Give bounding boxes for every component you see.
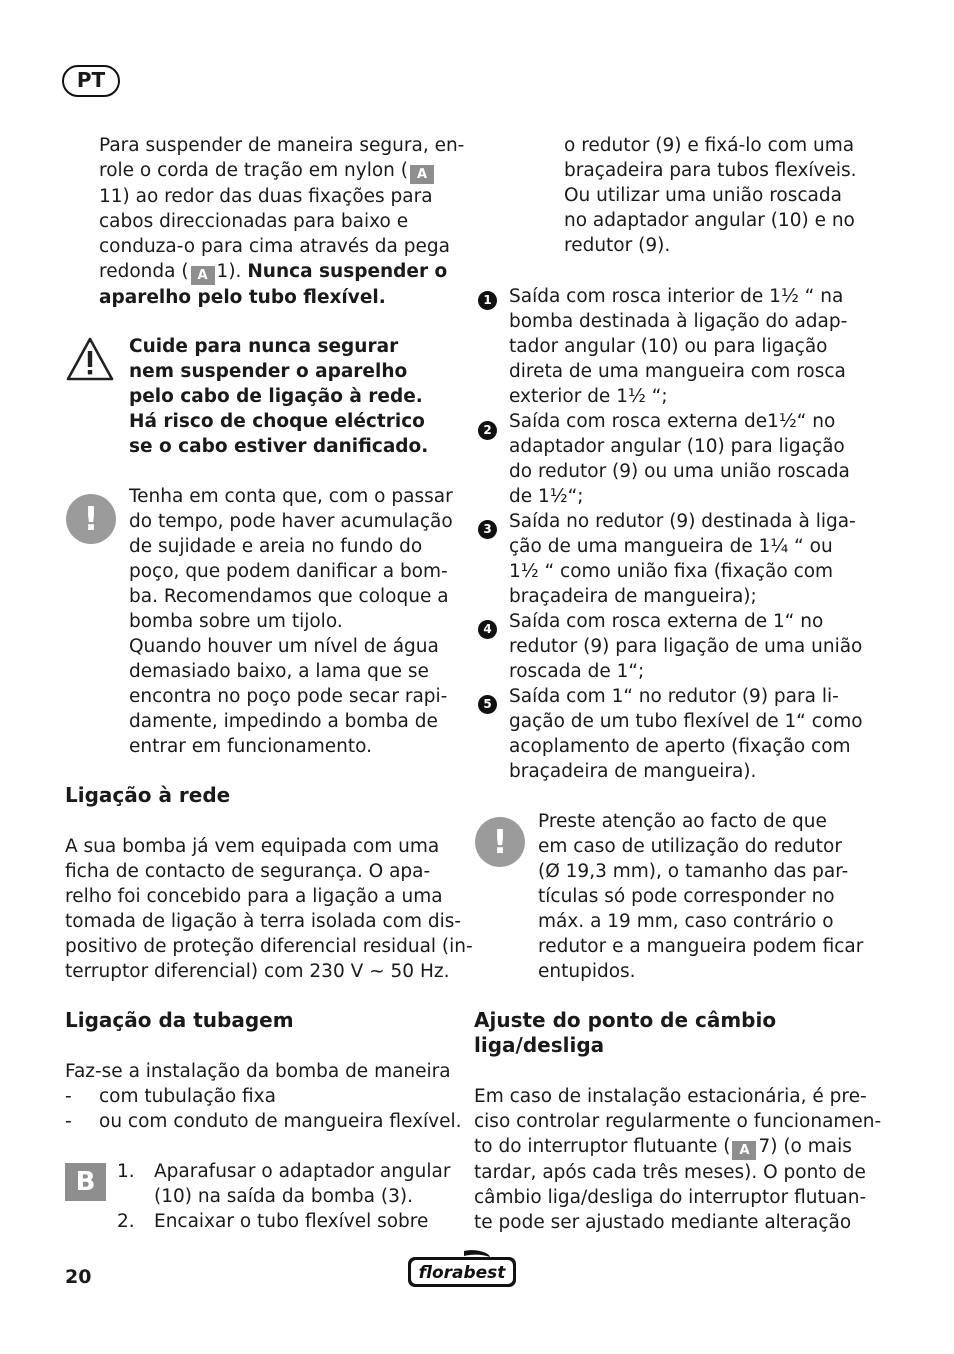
figure-b-icon: B: [65, 1163, 106, 1201]
suspension-paragraph: Para suspender de maneira segura, en- role o corda de tração em nylon ( A 11) ao redor das duas fixações para cabos direccionadas para baixo e conduza-o para cima através da pega redonda ( A 1). Nunca suspender o aparelho pelo tubo flexível.: [99, 135, 465, 308]
heading-mains-connection: Ligação à rede: [65, 783, 231, 807]
item-number-1-icon: 1: [478, 288, 497, 310]
switch-point-paragraph: Em caso de instalação estacionária, é pre- ciso controlar regularmente o funcionamen- to do interruptor flutuante ( A 7) (o mais tardar, após cada três meses). O ponto de câmbio liga/desliga do interruptor flutuan- te pode ser ajustado mediante alteração: [474, 1086, 882, 1233]
heading-pipe-connection: Ligação da tubagem: [65, 1008, 294, 1032]
outlet-item-5: Saída com 1“ no redutor (9) para li- gação de um tubo flexível de 1“ como acoplamento de aperto (fixação com braçadeira de mangueira).: [509, 686, 863, 782]
item-number-2-icon: 2: [478, 418, 497, 440]
reducer-continuation: o redutor (9) e fixá-lo com uma braçadeira para tubos flexíveis. Ou utilizar uma união roscada no adaptador angular (10) e no redutor (9).: [564, 135, 857, 256]
florabest-logo: [406, 1249, 518, 1289]
sediment-note: Tenha em conta que, com o passar do tempo, pode haver acumulação de sujidade e areia no fundo do poço, que podem danificar a bom- ba. Recomendamos que coloque a bomba sobre um tijolo. Quando houver um nível de água demasiado baixo, a lama que se encontra no poço pode secar rapi- damente, impedindo a bomba de entrar em funcionamento.: [129, 486, 453, 757]
figure-a-ref-icon: A: [191, 266, 215, 285]
step-text: Encaixar o tubo flexível sobre: [154, 1211, 429, 1232]
figure-a-ref-icon: A: [410, 165, 434, 184]
outlet-item-3: Saída no redutor (9) destinada à liga- ção de uma mangueira de 1¼ “ ou 1½ “ como união fixa (fixação com braçadeira de mangueira);: [509, 511, 856, 607]
attention-icon: !: [66, 494, 116, 544]
language-badge: PT: [62, 65, 120, 97]
mains-connection-paragraph: A sua bomba já vem equipada com uma ficha de contacto de segurança. O apa- relho foi concebido para a ligação a uma tomada de ligação à terra isolada com dis- positivo de proteção diferencial residual (in- terruptor diferencial) com 230 V ~ 50 Hz.: [65, 836, 473, 982]
list-item: - com tubulação fixa: [65, 1086, 276, 1107]
figure-a-ref-icon: A: [732, 1141, 756, 1160]
page-number: 20: [65, 1266, 92, 1288]
particle-size-note: Preste atenção ao facto de que em caso de utilização do redutor (Ø 19,3 mm), o tamanho das par- tículas só pode corresponder no máx. a 19 mm, caso contrário o redutor e a mangueira podem ficar entupidos.: [538, 811, 864, 982]
heading-switch-point: Ajuste do ponto de câmbio liga/desliga: [474, 1008, 777, 1057]
outlet-item-1: Saída com rosca interior de 1½ “ na bomba destinada à ligação do adap- tador angular (10) ou para ligação direta de uma mangueira com rosca exterior de 1½ “;: [509, 286, 848, 407]
pipe-intro: Faz-se a instalação da bomba de maneira: [65, 1061, 451, 1082]
warning-triangle-icon: [66, 336, 114, 382]
item-number-4-icon: 4: [478, 617, 497, 639]
outlet-item-2: Saída com rosca externa de1½“ no adaptador angular (10) para ligação do redutor (9) ou uma união roscada de 1½“;: [509, 411, 850, 507]
attention-icon: !: [475, 817, 525, 867]
item-number-5-icon: 5: [478, 692, 497, 714]
electric-shock-warning: Cuide para nunca segurar nem suspender o aparelho pelo cabo de ligação à rede. Há risco de choque eléctrico se o cabo estiver danificado.: [129, 336, 429, 457]
step-number: 1.: [117, 1161, 135, 1182]
list-item: - ou com conduto de mangueira flexível.: [65, 1111, 462, 1132]
svg-text:florabest: florabest: [418, 1263, 506, 1283]
step-text: Aparafusar o adaptador angular (10) na saída da bomba (3).: [154, 1161, 451, 1207]
item-number-3-icon: 3: [478, 517, 497, 539]
step-number: 2.: [117, 1211, 135, 1232]
outlet-item-4: Saída com rosca externa de 1“ no redutor (9) para ligação de uma união roscada de 1“;: [509, 611, 863, 682]
